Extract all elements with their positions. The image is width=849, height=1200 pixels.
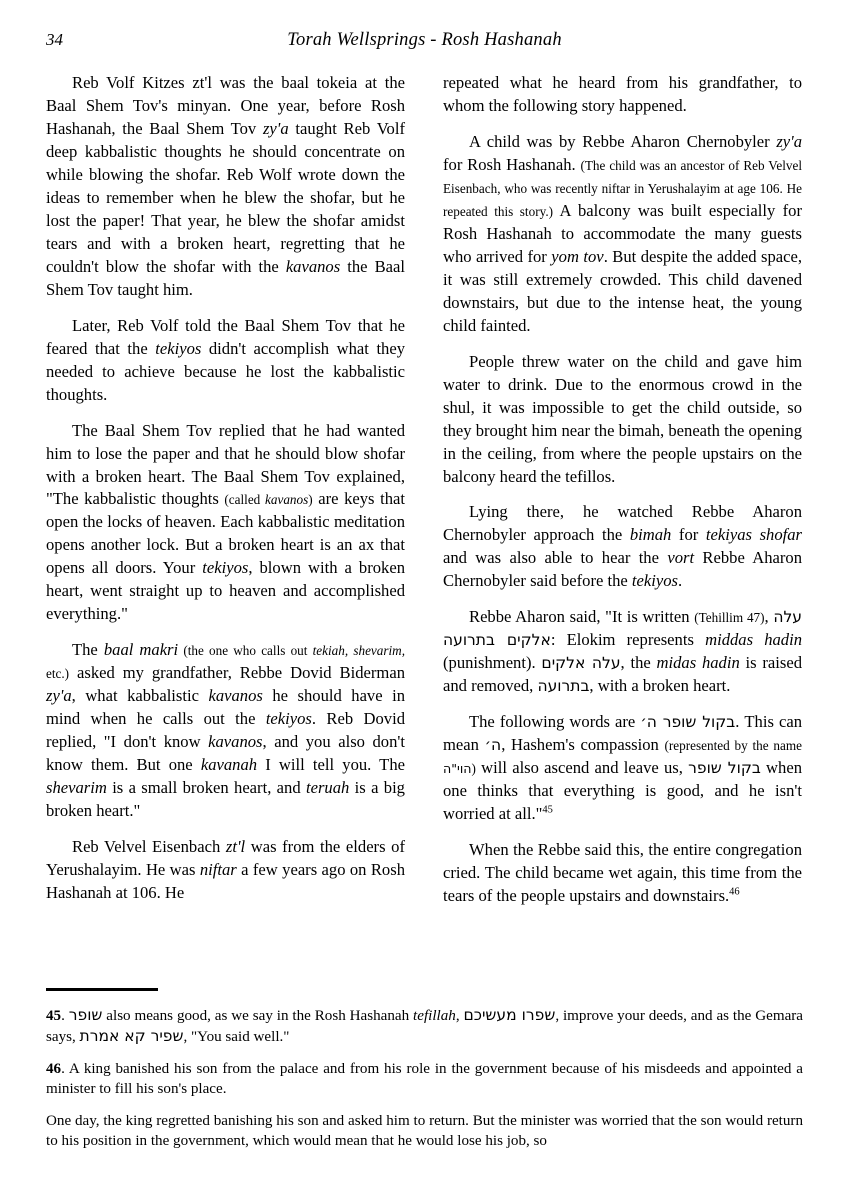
text-run: kavanos: [265, 492, 309, 508]
text-run: . But despite the added space, it was still extremely crowded. This child davened downstairs, but due to the intense heat, the young child fainted.: [443, 246, 803, 335]
text-run: a few years ago on Rosh Hashanah at 106. He: [46, 860, 405, 902]
text-run: , Hashem's compassion: [501, 735, 665, 755]
text-run: The Baal Shem Tov replied that he had wanted him to lose the paper and that he should blow shofar with a broken heart. The Baal Shem Tov explained, "The kabbalistic thoughts: [46, 420, 405, 509]
text-run: , and you also don't know them. But one: [46, 732, 405, 775]
text-run: zy'a: [46, 686, 72, 706]
text-run: niftar: [199, 860, 237, 879]
text-run: Rebbe Aharon Chernobyler said before the: [443, 548, 803, 591]
text-run: etc.): [46, 666, 70, 682]
text-run: A child was by Rebbe Aharon Chernobyler: [469, 131, 777, 151]
text-run: vort: [667, 548, 695, 568]
text-run: ): [471, 761, 476, 777]
text-run: .: [61, 1007, 69, 1024]
right-text-column: [443, 72, 802, 972]
text-run: tekiyos: [202, 558, 249, 578]
text-run: עלה אלקים: [541, 654, 621, 673]
text-run: and was also able to hear the: [443, 548, 668, 568]
paragraph: [46, 639, 405, 823]
text-run: for Rosh Hashanah.: [443, 154, 581, 174]
text-run: asked my grandfather, Rebbe Dovid Biderman: [69, 663, 405, 683]
text-run: tekiyos: [631, 571, 678, 591]
paragraph: [46, 420, 405, 627]
text-run: baal makri: [103, 640, 179, 660]
text-run: repeated what he heard from his grandfather, to whom the following story happened.: [443, 73, 802, 115]
text-run: , blown with a broken heart, went straight up to heaven and accomplished everything.": [46, 558, 405, 624]
text-run: Reb Velvel Eisenbach: [72, 837, 226, 857]
text-run: zy'a: [262, 118, 289, 138]
text-run: ,: [455, 1007, 464, 1024]
text-run: , "You said well.": [183, 1028, 290, 1045]
text-run: , the: [620, 653, 657, 673]
text-run: tekiyos: [265, 709, 312, 729]
text-run: . A king banished his son from the palace and from his role in the government because of his misdeeds and appointed a minister to fill his son's place.: [46, 1060, 803, 1097]
text-run: also means good, as we say in the Rosh Hashanah: [102, 1007, 414, 1024]
text-run: 46: [46, 1060, 62, 1077]
text-run: bimah: [629, 525, 672, 545]
paragraph: [443, 72, 802, 118]
text-run: . Reb Dovid replied, "I don't know: [46, 709, 405, 752]
text-run: he should have in mind when he calls out the: [46, 686, 406, 729]
page-number: 34: [46, 30, 63, 49]
paragraph: [46, 72, 405, 302]
text-run: : Elokim represents: [550, 630, 706, 650]
text-run: teruah: [305, 778, 350, 798]
text-run: zt'l: [225, 837, 246, 857]
text-run: A balcony was built especially for Rosh Hashanah to accommodate the many guests who arrived for: [443, 200, 802, 266]
text-run: בתרועה: [537, 677, 590, 696]
text-run: (Tehillim 47): [694, 610, 765, 626]
text-run: tekiyas shofar: [705, 525, 802, 545]
text-run: 46: [729, 886, 740, 898]
text-run: 45: [542, 804, 553, 816]
text-run: The following words are: [469, 712, 641, 732]
paragraph: [443, 501, 802, 593]
running-title: Torah Wellsprings - Rosh Hashanah: [287, 30, 562, 50]
paragraph: [443, 839, 802, 908]
paragraph: [443, 711, 802, 826]
text-run: is a big broken heart.": [46, 778, 405, 821]
text-run: ,: [764, 607, 774, 627]
text-run: Lying there, he watched Rebbe Aharon Chernobyler approach the: [443, 502, 802, 545]
text-run: (called: [224, 492, 266, 508]
text-run: עלה אלקים בתרועה: [443, 608, 803, 650]
footnote-separator: [46, 988, 158, 991]
paragraph: [46, 315, 405, 407]
text-run: tefillah: [413, 1007, 456, 1024]
text-run: was from the elders of Yerushalayim. He was: [46, 837, 405, 879]
text-run: for: [671, 525, 706, 545]
text-run: middas hadin: [705, 630, 803, 650]
text-run: yom tov: [551, 246, 604, 266]
text-run: (represented by the name: [664, 738, 802, 754]
paragraph: [46, 1005, 803, 1047]
text-run: , what kabbalistic: [71, 686, 209, 706]
text-run: zy'a: [776, 131, 802, 151]
paragraph: [443, 131, 802, 338]
text-run: הוי"ה: [443, 761, 472, 777]
text-run: When the Rebbe said this, the entire congregation cried. The child became wet again, this time from the tears of the people upstairs and downstairs.: [443, 840, 802, 905]
paragraph: [46, 1111, 803, 1151]
text-run: when one thinks that everything is good, and he isn't worried at all.": [443, 758, 802, 824]
text-run: בקול שופר: [688, 759, 761, 778]
text-run: . This can mean: [443, 712, 802, 755]
text-run: taught Reb Volf deep kabbalistic thoughts he should concentrate on while blowing the shofar. Reb Wolf wrote down the ideas to remember when he blew the shofar, but he lost the paper! That year, he blew the shofar amidst tears and with a broken heart, regretting that he couldn't blow the shofar with the: [46, 118, 405, 276]
text-run: will also ascend and leave us,: [475, 758, 689, 778]
text-run: The: [72, 640, 104, 660]
footnotes-section: [46, 988, 803, 1163]
text-run: Later, Reb Volf told the Baal Shem Tov that he feared that the: [46, 315, 405, 358]
text-run: בקול שופר ה׳: [640, 713, 736, 732]
footnote-list: [46, 1005, 803, 1151]
text-run: שפיר קא אמרת: [79, 1026, 184, 1045]
text-run: (the one who calls out: [178, 643, 313, 659]
text-run: (The child was an ancestor of Reb Velvel Eisenbach, who was recently niftar in Yerushalayim at age 106. He repeated this story.): [443, 157, 802, 219]
text-run: kavanos: [208, 732, 263, 752]
paragraph: [443, 351, 802, 489]
text-run: ה׳: [484, 736, 502, 755]
text-run: didn't accomplish what they needed to achieve because he lost the kabbalistic thoughts.: [46, 338, 406, 404]
text-run: kavanos: [285, 256, 341, 276]
text-run: ): [308, 492, 313, 508]
text-run: kavanos: [208, 686, 263, 706]
text-run: .: [678, 571, 683, 591]
text-run: tekiyos: [155, 338, 202, 358]
paragraph: [46, 836, 405, 905]
paragraph: [46, 1059, 803, 1099]
text-run: One day, the king regretted banishing his son and asked him to return. But the minister was worried that the son would return to his position in the government, which would mean that he would lose his job, so: [46, 1112, 803, 1149]
text-run: kavanah: [200, 755, 258, 775]
page-header: [46, 30, 803, 56]
text-run: tekiah, shevarim,: [312, 643, 405, 659]
paragraph: [443, 606, 802, 698]
text-run: is raised and removed,: [443, 653, 802, 696]
text-run: is a small broken heart, and: [106, 778, 306, 798]
text-run: (punishment).: [443, 653, 542, 673]
text-run: שופר: [68, 1005, 103, 1024]
body-columns: [46, 72, 803, 972]
text-run: are keys that open the locks of heaven. Each kabbalistic meditation opens another lock. But a broken heart is an ax that opens all doors. Your: [46, 489, 405, 578]
text-run: , improve your deeds, and as the Gemara says,: [46, 1007, 804, 1045]
left-text-column: [46, 72, 405, 972]
text-run: , with a broken heart.: [589, 676, 731, 696]
text-run: Rebbe Aharon said, "It is written: [469, 607, 695, 627]
text-run: 45: [46, 1007, 62, 1024]
text-run: Reb Volf Kitzes zt'l was the baal tokeia at the Baal Shem Tov's minyan. One year, before Rosh Hashanah, the Baal Shem Tov: [46, 73, 405, 138]
text-run: I will tell you. The: [257, 755, 405, 775]
text-run: שפרו מעשיכם: [463, 1005, 556, 1024]
text-run: People threw water on the child and gave him water to drink. Due to the enormous crowd in the shul, it was impossible to get the child outside, so they brought him near the bimah, beneath the opening in the ceiling, from where the people upstairs on the balcony heard the tefillos.: [443, 351, 802, 486]
text-run: midas hadin: [656, 653, 740, 673]
text-run: shevarim: [46, 778, 107, 798]
text-run: the Baal Shem Tov taught him.: [46, 256, 405, 299]
